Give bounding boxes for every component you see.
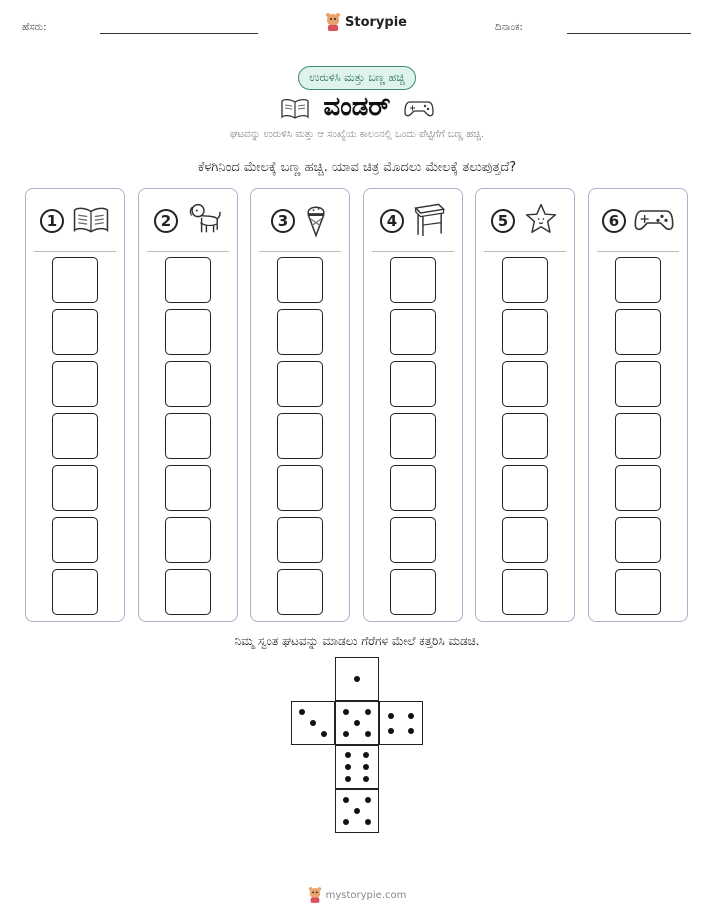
- color-box[interactable]: [502, 257, 548, 303]
- brand-logo: [325, 13, 407, 31]
- column-header: [139, 201, 237, 241]
- color-box[interactable]: [52, 465, 98, 511]
- die-pip: [321, 731, 327, 737]
- color-box[interactable]: [502, 569, 548, 615]
- color-box[interactable]: [390, 517, 436, 563]
- footer-url[interactable]: mystorypie.com: [325, 889, 407, 901]
- column-header: [251, 201, 349, 241]
- color-box[interactable]: [502, 309, 548, 355]
- gamepad-icon: [634, 204, 674, 238]
- die-pip: [354, 720, 360, 726]
- color-box[interactable]: [390, 257, 436, 303]
- name-label: ಹೆಸರು:: [22, 22, 47, 33]
- die-pip: [408, 713, 414, 719]
- color-box[interactable]: [502, 517, 548, 563]
- column-divider: [372, 251, 454, 252]
- book-icon: [280, 97, 310, 119]
- color-box[interactable]: [502, 361, 548, 407]
- column-divider: [259, 251, 341, 252]
- die-pip: [365, 731, 371, 737]
- column-header: [364, 201, 462, 241]
- storypie-mascot-icon: [325, 13, 341, 31]
- color-box[interactable]: [165, 569, 211, 615]
- die-pip: [345, 776, 351, 782]
- color-box[interactable]: [615, 413, 661, 459]
- die-face-4: [379, 701, 423, 745]
- column-divider: [34, 251, 116, 252]
- race-column-6: [588, 188, 688, 622]
- die-face-5: [335, 789, 379, 833]
- column-number: 5: [491, 209, 515, 233]
- race-column-3: [250, 188, 350, 622]
- die-pip: [343, 797, 349, 803]
- die-instructions: ನಿಮ್ಮ ಸ್ವಂತ ಘಟವನ್ನು ಮಾಡಲು ಗೆರೆಗಳ ಮೇಲೆ ಕತ್ತರಿಸಿ ಮಡಚಿ.: [234, 634, 480, 648]
- die-pip: [299, 709, 305, 715]
- die-pip: [388, 728, 394, 734]
- die-pip: [363, 752, 369, 758]
- color-box[interactable]: [390, 413, 436, 459]
- die-face-1: [335, 657, 379, 701]
- column-divider: [597, 251, 679, 252]
- column-number: 4: [380, 209, 404, 233]
- die-face-6: [335, 745, 379, 789]
- color-box[interactable]: [502, 465, 548, 511]
- gamepad-icon: [404, 97, 434, 119]
- color-box[interactable]: [390, 465, 436, 511]
- color-box[interactable]: [502, 413, 548, 459]
- die-pip: [343, 819, 349, 825]
- die-face-5: [335, 701, 379, 745]
- race-column-1: [25, 188, 125, 622]
- color-box[interactable]: [277, 257, 323, 303]
- color-box[interactable]: [165, 517, 211, 563]
- column-number: 3: [271, 209, 295, 233]
- color-box[interactable]: [615, 361, 661, 407]
- column-divider: [147, 251, 229, 252]
- die-pip: [310, 720, 316, 726]
- column-number: 1: [40, 209, 64, 233]
- book-icon: [72, 204, 110, 238]
- color-box[interactable]: [390, 361, 436, 407]
- desk-icon: [412, 200, 446, 242]
- color-box[interactable]: [277, 569, 323, 615]
- color-box[interactable]: [52, 309, 98, 355]
- color-box[interactable]: [165, 361, 211, 407]
- activity-pill: ಉರುಳಿಸಿ ಮತ್ತು ಬಣ್ಣ ಹಚ್ಚಿ: [298, 66, 415, 90]
- page-title-row: [280, 92, 435, 123]
- color-box[interactable]: [277, 413, 323, 459]
- question: ಕೆಳಗಿನಿಂದ ಮೇಲಕ್ಕೆ ಬಣ್ಣ ಹಚ್ಚಿ. ಯಾವ ಚಿತ್ರ ಮೊದಲು ಮೇಲಕ್ಕೆ ತಲುಪುತ್ತದೆ?: [197, 160, 517, 175]
- page-title: ವಂಡರ್: [323, 92, 391, 122]
- color-box[interactable]: [615, 465, 661, 511]
- die-pip: [365, 819, 371, 825]
- color-box[interactable]: [165, 309, 211, 355]
- die-pip: [365, 709, 371, 715]
- color-box[interactable]: [615, 257, 661, 303]
- date-line[interactable]: [567, 33, 691, 34]
- column-header: [26, 201, 124, 241]
- color-box[interactable]: [52, 413, 98, 459]
- die-pip: [363, 764, 369, 770]
- color-box[interactable]: [615, 309, 661, 355]
- star-icon: [523, 201, 559, 241]
- dog-icon: [186, 201, 222, 241]
- die-pip: [365, 797, 371, 803]
- ice-cream-icon: [303, 200, 329, 242]
- brand-name: Storypie: [345, 14, 407, 30]
- column-number: 6: [602, 209, 626, 233]
- column-header: [476, 201, 574, 241]
- instructions: ಘಟವನ್ನು ಉರುಳಿಸಿ ಮತ್ತು ಆ ಸಂಖ್ಯೆಯ ಕಾಲಂನಲ್ಲಿ ಒಂದು ಪೆಟ್ಟಿಗೆಗೆ ಬಣ್ಣ ಹಚ್ಚಿ.: [229, 129, 485, 140]
- die-pip: [354, 808, 360, 814]
- column-number: 2: [154, 209, 178, 233]
- color-box[interactable]: [165, 465, 211, 511]
- color-box[interactable]: [52, 257, 98, 303]
- die-pip: [343, 709, 349, 715]
- column-divider: [484, 251, 566, 252]
- color-box[interactable]: [277, 465, 323, 511]
- color-box[interactable]: [277, 361, 323, 407]
- die-face-3: [291, 701, 335, 745]
- color-box[interactable]: [52, 517, 98, 563]
- die-pip: [345, 752, 351, 758]
- storypie-mascot-icon: [308, 887, 322, 903]
- die-pip: [408, 728, 414, 734]
- color-box[interactable]: [615, 569, 661, 615]
- color-box[interactable]: [390, 309, 436, 355]
- color-box[interactable]: [277, 517, 323, 563]
- race-column-2: [138, 188, 238, 622]
- die-pip: [343, 731, 349, 737]
- color-box[interactable]: [165, 413, 211, 459]
- date-label: ದಿನಾಂಕ:: [495, 22, 523, 33]
- race-column-5: [475, 188, 575, 622]
- color-box[interactable]: [390, 569, 436, 615]
- color-box[interactable]: [165, 257, 211, 303]
- die-pip: [345, 764, 351, 770]
- race-column-4: [363, 188, 463, 622]
- die-pip: [363, 776, 369, 782]
- die-pip: [354, 676, 360, 682]
- color-box[interactable]: [277, 309, 323, 355]
- die-pip: [388, 713, 394, 719]
- footer: [308, 887, 407, 903]
- color-box[interactable]: [52, 569, 98, 615]
- color-box[interactable]: [615, 517, 661, 563]
- color-box[interactable]: [52, 361, 98, 407]
- name-line[interactable]: [100, 33, 258, 34]
- column-header: [589, 201, 687, 241]
